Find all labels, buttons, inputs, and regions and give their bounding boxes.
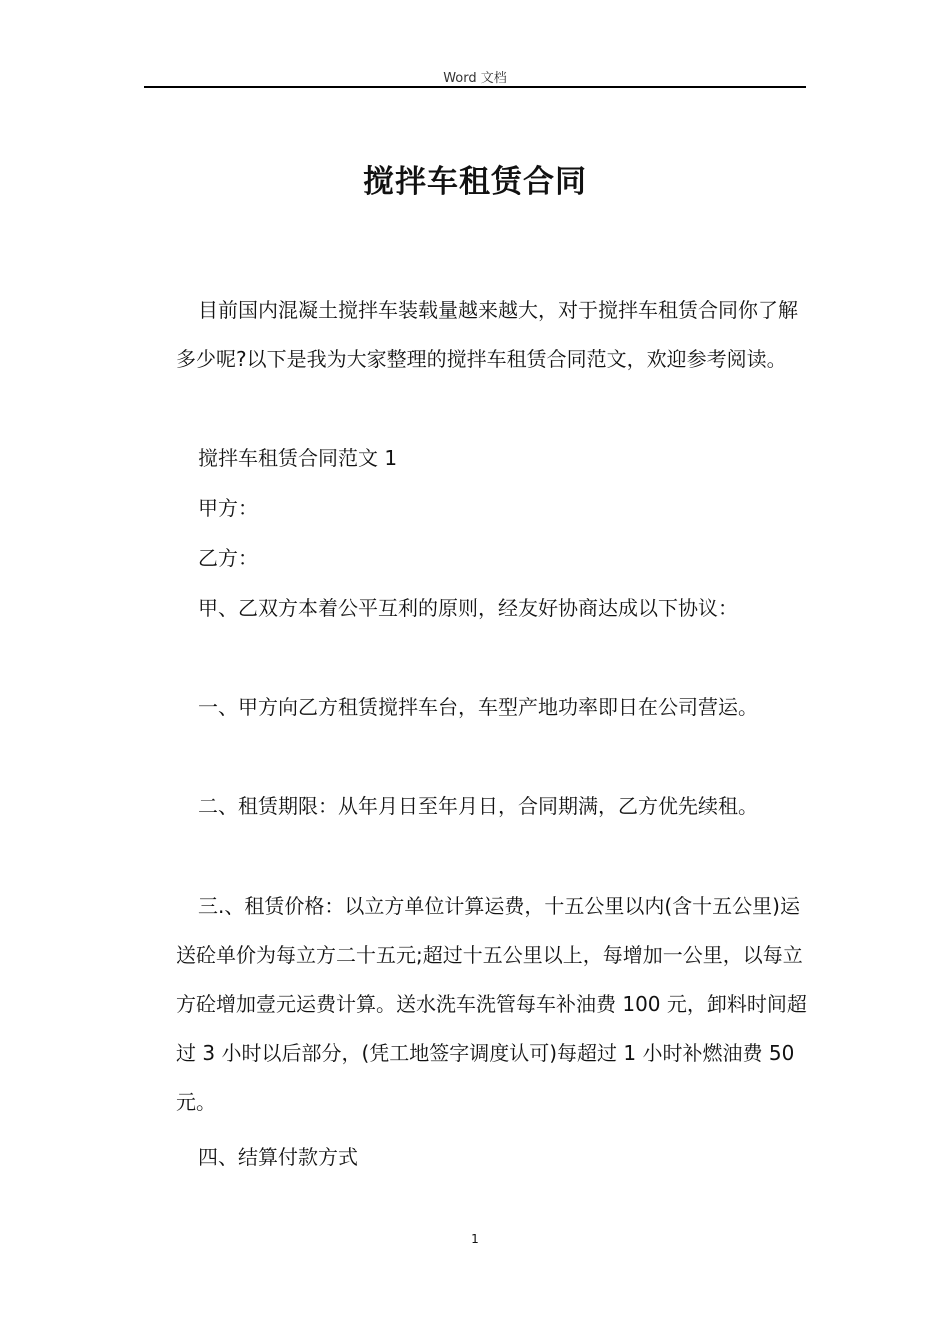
- intro-paragraph: 目前国内混凝土搅拌车装载量越来越大，对于搅拌车租赁合同你了解多少呢?以下是我为大家整理的搅拌车租赁合同范文，欢迎参考阅读。: [176, 298, 798, 371]
- page-header: Word 文档: [443, 71, 507, 86]
- document-title: 搅拌车租赁合同: [363, 164, 587, 200]
- page-number: 1: [471, 1232, 479, 1246]
- clause-3: 三.、租赁价格：以立方单位计算运费，十五公里以内(含十五公里)运送砼单价为每立方二十五元;超过十五公里以上，每增加一公里，以每立方砼增加壹元运费计算。送水洗车洗管每车补油费 100 元，卸料时间超过 3 小时以后部分，(凭工地签字调度认可)每超过 1 小时补燃油费 50 元。: [176, 894, 807, 1114]
- agreement-preamble: 甲、乙双方本着公平互利的原则，经友好协商达成以下协议：: [198, 596, 738, 620]
- party-b-line: 乙方：: [198, 546, 258, 570]
- clause-1: 一、甲方向乙方租赁搅拌车台，车型产地功率即日在公司营运。: [198, 695, 758, 719]
- header-divider: [144, 86, 806, 88]
- party-a-line: 甲方：: [198, 496, 258, 520]
- section-heading: 搅拌车租赁合同范文 1: [198, 446, 398, 470]
- clause-2: 二、租赁期限：从年月日至年月日，合同期满，乙方优先续租。: [198, 794, 758, 818]
- clause-4-heading: 四、结算付款方式: [198, 1145, 358, 1169]
